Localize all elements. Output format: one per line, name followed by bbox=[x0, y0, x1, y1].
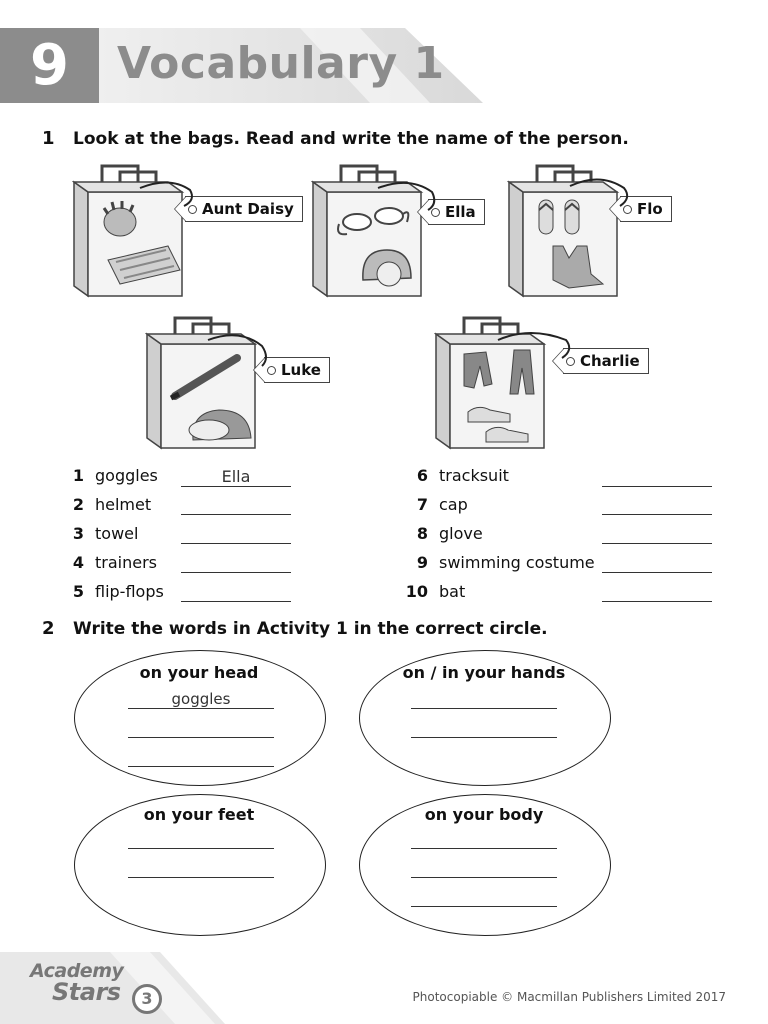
circle-title: on your body bbox=[424, 805, 544, 824]
word-glove: glove bbox=[439, 524, 483, 543]
exercise-1-number: 1 bbox=[42, 128, 55, 149]
answer-line bbox=[602, 486, 712, 487]
academy-stars-logo bbox=[26, 960, 176, 1016]
word-number: 4 bbox=[72, 553, 84, 572]
answer-field[interactable]: Ella bbox=[221, 467, 251, 486]
circle-answer-line bbox=[411, 848, 557, 849]
word-swimming-costume: swimming costume bbox=[439, 553, 595, 572]
word-towel: towel bbox=[95, 524, 139, 543]
tag-label: Ella bbox=[445, 203, 476, 221]
word-number: 7 bbox=[416, 495, 428, 514]
word-tracksuit: tracksuit bbox=[439, 466, 509, 485]
word-number: 6 bbox=[416, 466, 428, 485]
word-number: 10 bbox=[405, 582, 428, 601]
unit-number: 9 bbox=[30, 33, 69, 98]
answer-line bbox=[181, 514, 291, 515]
word-number: 1 bbox=[72, 466, 84, 485]
word-number: 8 bbox=[416, 524, 428, 543]
circle-answer-line bbox=[411, 906, 557, 907]
answer-line bbox=[602, 543, 712, 544]
circle-answer-line bbox=[128, 708, 274, 709]
circle-answer-line bbox=[411, 877, 557, 878]
circle-answer-line bbox=[128, 848, 274, 849]
answer-line bbox=[181, 572, 291, 573]
word-cap: cap bbox=[439, 495, 468, 514]
logo-level-badge: 3 bbox=[132, 984, 162, 1014]
tag-label: Aunt Daisy bbox=[202, 200, 294, 218]
word-number: 5 bbox=[72, 582, 84, 601]
word-number: 9 bbox=[416, 553, 428, 572]
exercise-2-instruction: Write the words in Activity 1 in the correct circle. bbox=[73, 619, 548, 639]
tag-label: Luke bbox=[281, 361, 321, 379]
page-title: Vocabulary 1 bbox=[117, 38, 445, 89]
word-helmet: helmet bbox=[95, 495, 152, 514]
tag-strings bbox=[0, 0, 768, 460]
circle-answer-line bbox=[128, 877, 274, 878]
circle-answer-line bbox=[128, 737, 274, 738]
word-trainers: trainers bbox=[95, 553, 157, 572]
exercise-2-number: 2 bbox=[42, 618, 55, 639]
word-number: 2 bbox=[72, 495, 84, 514]
circle-answer-line bbox=[128, 766, 274, 767]
word-goggles: goggles bbox=[95, 466, 158, 485]
logo-line-1: Academy bbox=[30, 960, 124, 982]
circle-answer-line bbox=[411, 737, 557, 738]
word-bat: bat bbox=[439, 582, 466, 601]
word-number: 3 bbox=[72, 524, 84, 543]
answer-line bbox=[181, 543, 291, 544]
word-flip-flops: flip-flops bbox=[95, 582, 164, 601]
answer-line bbox=[181, 486, 291, 487]
circle-answer-line bbox=[411, 708, 557, 709]
answer-line bbox=[602, 572, 712, 573]
answer-line bbox=[181, 601, 291, 602]
circle-answer-field[interactable]: goggles bbox=[171, 690, 231, 708]
answer-line bbox=[602, 514, 712, 515]
logo-line-2: Stars bbox=[52, 978, 121, 1006]
tag-label: Flo bbox=[637, 200, 663, 218]
tag-label: Charlie bbox=[580, 352, 640, 370]
circle-title: on your head bbox=[139, 663, 259, 682]
answer-line bbox=[602, 601, 712, 602]
circle-title: on / in your hands bbox=[402, 663, 566, 682]
copyright-notice: Photocopiable © Macmillan Publishers Limited 2017 bbox=[412, 990, 726, 1004]
exercise-1-instruction: Look at the bags. Read and write the name of the person. bbox=[73, 129, 629, 149]
circle-title: on your feet bbox=[143, 805, 255, 824]
